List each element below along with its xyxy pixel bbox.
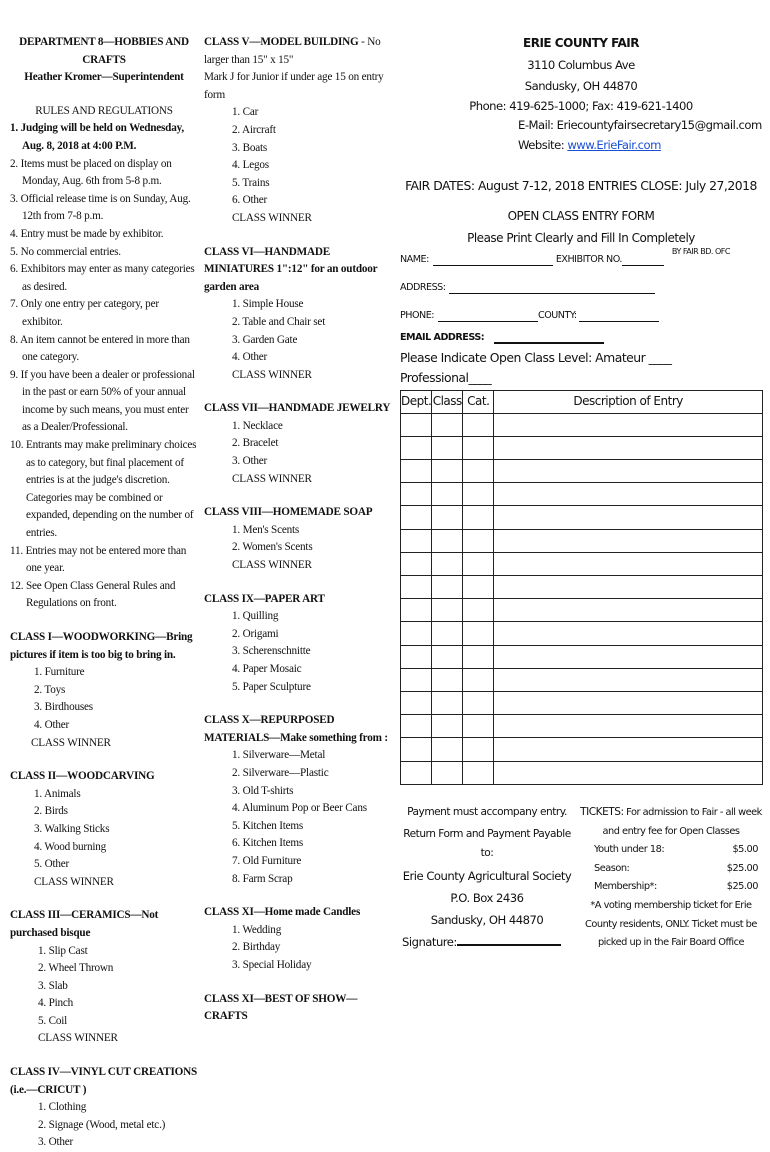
class-item: 1. Furniture: [34, 666, 85, 679]
class-cell[interactable]: [432, 645, 463, 668]
class-item: 2. Wheel Thrown: [38, 962, 114, 975]
class-item: 1. Car: [232, 106, 259, 119]
class-item: 3. Boats: [232, 141, 268, 154]
class-cell[interactable]: [432, 761, 463, 784]
class-item: 1. Silverware—Metal: [232, 749, 326, 762]
fair-website: Website: www.ErieFair.com: [518, 137, 661, 152]
entry-table: [400, 390, 763, 785]
class-4-title: CLASS IV—VINYL CUT CREATIONS: [10, 1066, 198, 1079]
class-item: 7. Old Furniture: [232, 854, 302, 867]
class-2-title: CLASS II—WOODCARVING: [10, 770, 155, 783]
class-item: 3. Walking Sticks: [34, 822, 110, 835]
by-fair-note: BY FAIR BD. OFC: [671, 247, 730, 257]
table-row: [401, 413, 763, 436]
payment-line: Erie County Agricultural Society: [402, 868, 572, 883]
class-cell[interactable]: [432, 413, 463, 436]
col-description: Description of Entry: [494, 390, 763, 413]
fair-name: ERIE COUNTY FAIR: [523, 36, 639, 50]
class-winner: CLASS WINNER: [232, 472, 312, 485]
class-item: 1. Simple House: [232, 298, 304, 311]
rule-item: 1. Judging will be held on Wednesday, Aug. 8, 2018 at 4:00 P.M.: [10, 122, 184, 152]
class-item: 5. Coil: [38, 1014, 68, 1027]
department-title: DEPARTMENT 8—HOBBIES AND CRAFTS: [19, 36, 189, 66]
website-link[interactable]: www.ErieFair.com: [567, 137, 661, 152]
fair-email: E-Mail: Eriecountyfairsecretary15@gmail.com: [518, 118, 762, 133]
superintendent: Heather Kromer—Superintendent: [24, 71, 184, 84]
description-cell[interactable]: [494, 529, 763, 552]
dept-cell[interactable]: [401, 691, 432, 714]
class-item: 1. Clothing: [38, 1101, 87, 1114]
dept-cell[interactable]: [401, 761, 432, 784]
price-row: Season: $25.00: [594, 862, 758, 874]
class-cell[interactable]: [432, 576, 463, 599]
dept-cell[interactable]: [401, 552, 432, 575]
table-row: [401, 483, 763, 506]
class-winner: CLASS WINNER: [34, 875, 114, 888]
dept-cell[interactable]: [401, 668, 432, 691]
table-row: [401, 645, 763, 668]
class-cell[interactable]: [432, 715, 463, 738]
rule-item: 7. Only one entry per category, per exhibitor.: [10, 298, 159, 328]
form-subtitle: Please Print Clearly and Fill In Completely: [467, 230, 695, 245]
class-item: 1. Wedding: [232, 923, 282, 936]
name-field[interactable]: [433, 255, 553, 266]
table-row: [401, 761, 763, 784]
rule-item: 8. An item cannot be entered in more than one category.: [10, 333, 190, 364]
signature-field[interactable]: [457, 935, 561, 946]
class-item: 6. Kitchen Items: [232, 837, 304, 850]
dept-cell[interactable]: [401, 738, 432, 761]
class-item: 2. Aircraft: [232, 123, 276, 136]
rules-heading: RULES AND REGULATIONS: [35, 104, 173, 117]
email-field[interactable]: [494, 333, 604, 344]
dept-cell[interactable]: [401, 599, 432, 622]
fair-phone-fax: Phone: 419-625-1000; Fax: 419-621-1400: [469, 98, 693, 113]
dept-cell[interactable]: [401, 506, 432, 529]
cat-cell[interactable]: [463, 761, 494, 784]
description-cell[interactable]: [494, 599, 763, 622]
address-field[interactable]: [449, 283, 655, 294]
email-row: [400, 332, 762, 344]
class-cell[interactable]: [432, 691, 463, 714]
rule-item: 12. See Open Class General Rules and Regulations on front.: [10, 579, 176, 610]
description-cell[interactable]: [494, 668, 763, 691]
description-cell[interactable]: [494, 460, 763, 483]
dept-cell[interactable]: [401, 413, 432, 436]
fair-dates: FAIR DATES: August 7-12, 2018 ENTRIES CLOSE: July 27,2018: [405, 177, 757, 193]
class-item: 2. Toys: [34, 683, 66, 696]
signature-row: [402, 933, 572, 952]
class-item: 2. Origami: [232, 627, 279, 640]
phone-label: PHONE:: [400, 310, 435, 322]
class-item: 4. Legos: [232, 159, 269, 172]
table-row: [401, 576, 763, 599]
table-row: [401, 529, 763, 552]
class-winner: CLASS WINNER: [31, 736, 111, 749]
signature-label: Signature:: [402, 935, 457, 950]
table-row: [401, 460, 763, 483]
dept-cell[interactable]: [401, 529, 432, 552]
rule-item: 9. If you have been a dealer or professional in the past or earn 50% of your annual income by such means, you must enter as a Dealer/Professional.: [10, 368, 195, 434]
class-5-note: Mark J for Junior if under age 15 on entry form: [204, 71, 384, 101]
left-column: [10, 34, 198, 1152]
class-item: 1. Men's Scents: [232, 523, 300, 536]
class-item: 3. Old T-shirts: [232, 784, 294, 797]
price-row: Youth under 18: $5.00: [594, 844, 758, 856]
class-item: 8. Farm Scrap: [232, 872, 293, 885]
class-item: 4. Aluminum Pop or Beer Cans: [232, 802, 367, 815]
class-10-title: CLASS X—REPURPOSED MATERIALS—Make something from :: [204, 714, 388, 744]
class-item: 2. Table and Chair set: [232, 315, 326, 328]
class-7-title: CLASS VII—HANDMADE JEWELRY: [204, 402, 391, 415]
description-cell[interactable]: [494, 645, 763, 668]
description-cell[interactable]: [494, 576, 763, 599]
class-item: 4. Pinch: [38, 997, 74, 1010]
class-3-title: CLASS III—CERAMICS—Not purchased bisque: [10, 909, 159, 939]
class-winner: CLASS WINNER: [232, 211, 312, 224]
table-header-row: [401, 390, 763, 413]
description-cell[interactable]: [494, 691, 763, 714]
tickets-intro: TICKETS: For admission to Fair - all week and entry fee for Open Classes: [580, 806, 762, 837]
class-item: 5. Kitchen Items: [232, 819, 304, 832]
cat-cell[interactable]: [463, 483, 494, 506]
cat-cell[interactable]: [463, 552, 494, 575]
class-item: 3. Garden Gate: [232, 333, 298, 346]
cat-cell[interactable]: [463, 668, 494, 691]
cat-cell[interactable]: [463, 622, 494, 645]
dept-cell[interactable]: [401, 645, 432, 668]
table-row: [401, 691, 763, 714]
class-item: 5. Paper Sculpture: [232, 680, 311, 693]
description-cell[interactable]: [494, 738, 763, 761]
dept-cell[interactable]: [401, 483, 432, 506]
table-row: [401, 738, 763, 761]
class-item: 1. Quilling: [232, 610, 279, 623]
exhibitor-field[interactable]: [622, 255, 664, 266]
description-cell[interactable]: [494, 436, 763, 459]
class-winner: CLASS WINNER: [232, 368, 312, 381]
cat-cell[interactable]: [463, 691, 494, 714]
description-cell[interactable]: [494, 552, 763, 575]
class-1-title: CLASS I—WOODWORKING—Bring pictures if item is too big to bring in.: [10, 631, 193, 661]
class-9-title: CLASS IX—PAPER ART: [204, 592, 325, 605]
table-row: [401, 599, 763, 622]
class-item: 3. Other: [38, 1136, 74, 1149]
class-cell[interactable]: [432, 460, 463, 483]
description-cell[interactable]: [494, 622, 763, 645]
description-cell[interactable]: [494, 483, 763, 506]
col-class: Class: [432, 390, 463, 413]
class-cell[interactable]: [432, 436, 463, 459]
dept-cell[interactable]: [401, 622, 432, 645]
name-row: [400, 247, 762, 266]
col-dept: Dept.: [401, 390, 432, 413]
table-row: [401, 552, 763, 575]
address-row: [400, 282, 762, 294]
county-label: COUNTY:: [538, 310, 577, 322]
cat-cell[interactable]: [463, 738, 494, 761]
class-cell[interactable]: [432, 506, 463, 529]
cat-cell[interactable]: [463, 599, 494, 622]
dept-cell[interactable]: [401, 460, 432, 483]
class-winner: CLASS WINNER: [38, 1032, 118, 1045]
class-item: 3. Other: [232, 455, 268, 468]
class-item: 3. Scherenschnitte: [232, 645, 311, 658]
rule-item: 3. Official release time is on Sunday, Aug. 12th from 7-8 p.m.: [10, 192, 191, 223]
dept-cell[interactable]: [401, 715, 432, 738]
phone-row: [400, 310, 762, 322]
class-item: 2. Signage (Wood, metal etc.): [38, 1118, 166, 1131]
class-cell[interactable]: [432, 529, 463, 552]
rule-item: 6. Exhibitors may enter as many categories as desired.: [10, 263, 195, 293]
class-item: 3. Special Holiday: [232, 958, 312, 971]
exhibitor-label: EXHIBITOR NO.: [555, 254, 622, 266]
class-item: 1. Necklace: [232, 419, 283, 432]
table-row: [401, 668, 763, 691]
phone-field[interactable]: [438, 311, 538, 322]
rule-item: 10. Entrants may make preliminary choices as to category, but final placement of entries is at the judge's discretion. Categories may be combined or expanded, depending on the number of entries.: [10, 439, 197, 540]
middle-column: [204, 34, 392, 1026]
cat-cell[interactable]: [463, 576, 494, 599]
class-item: 5. Other: [34, 858, 70, 871]
description-cell[interactable]: [494, 506, 763, 529]
class-item: 4. Other: [34, 718, 70, 731]
cat-cell[interactable]: [463, 529, 494, 552]
cat-cell[interactable]: [463, 460, 494, 483]
table-row: [401, 715, 763, 738]
class-item: 4. Other: [232, 351, 268, 364]
class-5-title: CLASS V—MODEL BUILDING - No larger than 15" x 15": [204, 36, 381, 66]
payment-line: Return Form and Payment Payable to:: [403, 828, 571, 860]
class-cell[interactable]: [432, 622, 463, 645]
class-11-title: CLASS XI—Home made Candles: [204, 906, 361, 919]
class-8-title: CLASS VIII—HOMEMADE SOAP: [204, 506, 373, 519]
payment-line: P.O. Box 2436: [450, 890, 524, 905]
cat-cell[interactable]: [463, 436, 494, 459]
class-item: 3. Birdhouses: [34, 701, 93, 714]
class-item: 1. Slip Cast: [38, 944, 88, 957]
price-row: Membership*: $25.00: [594, 881, 758, 893]
cat-cell[interactable]: [463, 413, 494, 436]
class-cell[interactable]: [432, 483, 463, 506]
class-level-row: Please Indicate Open Class Level: Amateur ____ Professional____: [400, 350, 672, 385]
payment-line: Payment must accompany entry.: [407, 806, 567, 818]
dept-cell[interactable]: [401, 576, 432, 599]
cat-cell[interactable]: [463, 645, 494, 668]
rule-item: 11. Entries may not be entered more than one year.: [10, 544, 187, 575]
rule-item: 5. No commercial entries.: [10, 245, 121, 258]
class-cell[interactable]: [432, 668, 463, 691]
dept-cell[interactable]: [401, 436, 432, 459]
table-row: [401, 506, 763, 529]
cat-cell[interactable]: [463, 715, 494, 738]
table-row: [401, 622, 763, 645]
class-item: 6. Other: [232, 194, 268, 207]
class-item: 2. Birds: [34, 805, 68, 818]
col-cat: Cat.: [463, 390, 494, 413]
form-title: OPEN CLASS ENTRY FORM: [507, 209, 655, 224]
cat-cell[interactable]: [463, 506, 494, 529]
class-best-of-show-title: CLASS XI—BEST OF SHOW—CRAFTS: [204, 992, 358, 1023]
table-row: [401, 436, 763, 459]
class-4-subtitle: (i.e.—CRICUT ): [10, 1083, 87, 1096]
rules-list: [10, 120, 198, 613]
county-field[interactable]: [579, 311, 659, 322]
membership-note: *A voting membership ticket for Erie County residents, ONLY. Ticket must be picked up in the Fair Board Office: [585, 899, 757, 949]
class-winner: CLASS WINNER: [232, 559, 312, 572]
payment-info: [402, 803, 572, 952]
class-item: 2. Silverware—Plastic: [232, 766, 329, 779]
fair-street: 3110 Columbus Ave: [527, 57, 635, 72]
class-cell[interactable]: [432, 552, 463, 575]
class-item: 2. Women's Scents: [232, 541, 313, 554]
class-item: 2. Birthday: [232, 941, 281, 954]
description-cell[interactable]: [494, 761, 763, 784]
class-item: 5. Trains: [232, 176, 270, 189]
rule-item: 4. Entry must be made by exhibitor.: [10, 227, 164, 240]
class-item: 1. Animals: [34, 787, 81, 800]
class-cell[interactable]: [432, 738, 463, 761]
description-cell[interactable]: [494, 413, 763, 436]
class-cell[interactable]: [432, 599, 463, 622]
description-cell[interactable]: [494, 715, 763, 738]
rule-item: 2. Items must be placed on display on Monday, Aug. 6th from 5-8 p.m.: [10, 157, 172, 188]
class-item: 4. Paper Mosaic: [232, 663, 302, 675]
name-label: NAME:: [400, 254, 429, 266]
fair-city: Sandusky, OH 44870: [524, 79, 638, 94]
payment-line: Sandusky, OH 44870: [430, 913, 544, 928]
class-item: 3. Slab: [38, 979, 68, 992]
class-6-title: CLASS VI—HANDMADE MINIATURES 1":12" for an outdoor garden area: [204, 245, 378, 293]
class-item: 4. Wood burning: [34, 840, 107, 853]
tickets-info: [578, 803, 764, 953]
class-item: 2. Bracelet: [232, 437, 279, 450]
address-label: ADDRESS:: [400, 282, 446, 294]
right-column: [400, 34, 762, 785]
email-label: EMAIL ADDRESS:: [400, 332, 485, 344]
